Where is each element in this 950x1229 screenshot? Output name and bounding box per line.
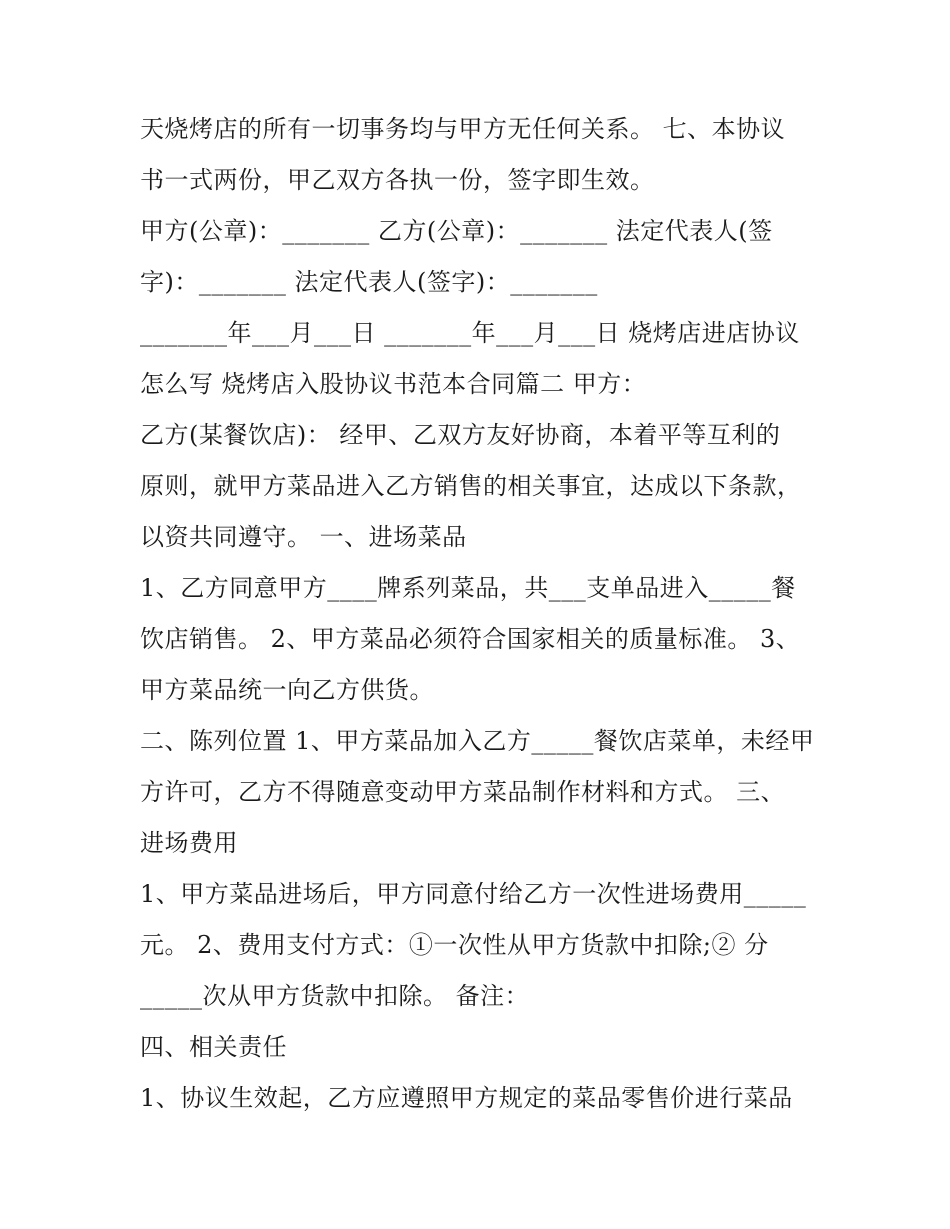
text-line: 四、相关责任 [140, 1033, 287, 1061]
text-line: 书一式两份，甲乙双方各执一份，签字即生效。 [140, 166, 655, 194]
text-line: 以资共同遵守。 一、进场菜品 [140, 523, 467, 551]
text-line: 甲方(公章)：_______ 乙方(公章)：_______ 法定代表人(签 [140, 217, 773, 245]
text-line: _____次从甲方货款中扣除。 备注： [140, 982, 530, 1010]
text-line: 甲方菜品统一向乙方供货。 [140, 676, 434, 704]
text-line: 二、陈列位置 1、甲方菜品加入乙方_____餐饮店菜单，未经甲 [140, 727, 815, 755]
text-line: 1、甲方菜品进场后，甲方同意付给乙方一次性进场费用_____ [140, 880, 807, 908]
document-body [140, 104, 820, 1124]
text-line: 饮店销售。 2、甲方菜品必须符合国家相关的质量标准。 3、 [140, 625, 801, 653]
text-line: 乙方(某餐饮店)： 经甲、乙双方友好协商，本着平等互利的 [140, 421, 781, 449]
text-line: 1、乙方同意甲方____牌系列菜品，共___支单品进入_____餐 [140, 574, 796, 602]
text-line: 进场费用 [140, 829, 238, 857]
text-line: 原则，就甲方菜品进入乙方销售的相关事宜，达成以下条款， [140, 472, 802, 500]
text-line: 方许可，乙方不得随意变动甲方菜品制作材料和方式。 三、 [140, 778, 786, 806]
text-line: 怎么写 烧烤店入股协议书范本合同篇二 甲方： [140, 370, 647, 398]
text-line: _______年___月___日 _______年___月___日 烧烤店进店协议 [140, 319, 800, 347]
text-line: 1、协议生效起，乙方应遵照甲方规定的菜品零售价进行菜品 [140, 1084, 793, 1112]
text-line: 天烧烤店的所有一切事务均与甲方无任何关系。 七、本协议 [140, 115, 786, 143]
text-line: 元。 2、费用支付方式：①一次性从甲方货款中扣除;② 分 [140, 931, 769, 959]
text-line: 字)：_______ 法定代表人(签字)：_______ [140, 268, 598, 296]
